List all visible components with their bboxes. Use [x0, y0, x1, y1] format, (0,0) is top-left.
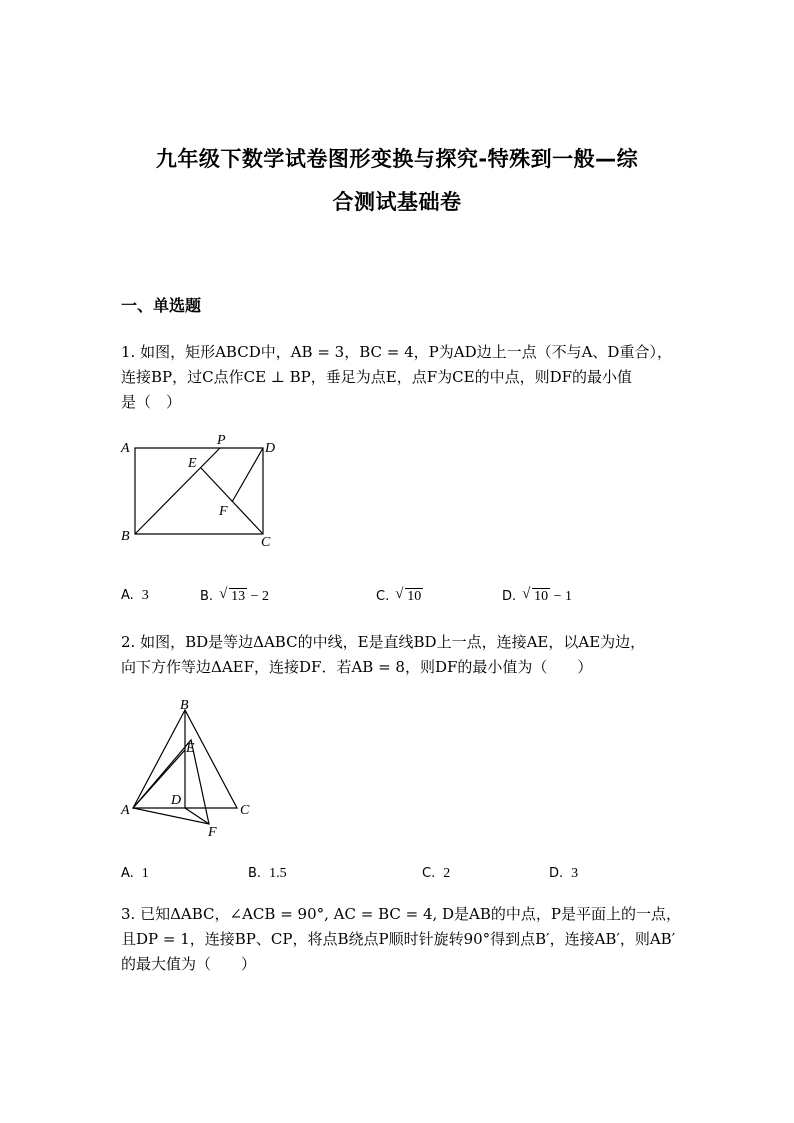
label-p: P — [217, 433, 226, 448]
question-2 — [121, 630, 681, 680]
question-1-option-b[interactable]: B.√ 13 − 2 — [200, 588, 269, 605]
label-c: C — [261, 535, 271, 550]
label-f: F — [219, 504, 228, 519]
triangle-aef — [133, 740, 209, 824]
question-2-option-c[interactable]: C. 2 — [422, 866, 451, 881]
question-2-line1: 2. 如图，BD是等边ΔABC的中线，E是直线BD上一点，连接AE，以AE为边， — [121, 633, 646, 651]
question-2-option-a[interactable]: A. 1 — [121, 866, 149, 881]
question-3-line2: 且DP = 1，连接BP、CP，将点B绕点P顺时针旋转90°得到点B′，连接AB′，则AB′ — [121, 930, 676, 948]
label-b: B — [121, 529, 130, 544]
question-3-line1: 3. 已知ΔABC，∠ACB = 90°, AC = BC = 4, D是AB的中点，P是平面上的一点， — [121, 905, 682, 923]
document-title-line2: 合测试基础卷 — [332, 190, 462, 214]
label-a: A — [121, 441, 130, 456]
question-1-option-a[interactable]: A. 3 — [121, 588, 149, 603]
label-f: F — [208, 825, 217, 840]
label-d: D — [265, 441, 276, 456]
question-2-option-b[interactable]: B. 1.5 — [248, 866, 287, 881]
label-c: C — [240, 803, 250, 818]
sqrt-10: √ 10 — [405, 588, 423, 605]
label-b: B — [180, 700, 189, 713]
question-1-line2: 连接BP，过C点作CE ⊥ BP，垂足为点E，点F为CE的中点，则DF的最小值 — [121, 368, 632, 386]
question-1-figure — [115, 430, 295, 550]
question-1-line1: 1. 如图，矩形ABCD中，AB = 3，BC = 4，P为AD边上一点（不与A、D重合）， — [121, 343, 672, 361]
sqrt-10: √ 10 — [532, 588, 550, 605]
document-title-line1: 九年级下数学试卷图形变换与探究-特殊到一般—综 — [155, 147, 639, 171]
question-1 — [121, 340, 681, 415]
sqrt-13: √ 13 — [229, 588, 247, 605]
question-3-line3: 的最大值为（ ） — [121, 955, 257, 973]
label-e: E — [186, 741, 195, 756]
question-1-option-d[interactable]: D.√ 10 − 1 — [502, 588, 572, 605]
label-d: D — [171, 793, 182, 808]
label-e: E — [188, 456, 197, 471]
question-2-option-d[interactable]: D. 3 — [549, 866, 579, 881]
segment-df — [232, 448, 263, 502]
question-2-line2: 向下方作等边ΔAEF，连接DF．若AB = 8，则DF的最小值为（ ） — [121, 658, 593, 676]
label-a: A — [121, 803, 130, 818]
rectangle-abcd — [135, 448, 263, 534]
section-heading: 一、单选题 — [121, 296, 202, 315]
question-1-option-c[interactable]: C.√ 10 — [376, 588, 423, 605]
question-1-line3: 是（ ） — [121, 393, 182, 411]
segment-bp — [135, 448, 220, 534]
question-3 — [121, 902, 681, 977]
question-2-figure — [113, 700, 273, 840]
